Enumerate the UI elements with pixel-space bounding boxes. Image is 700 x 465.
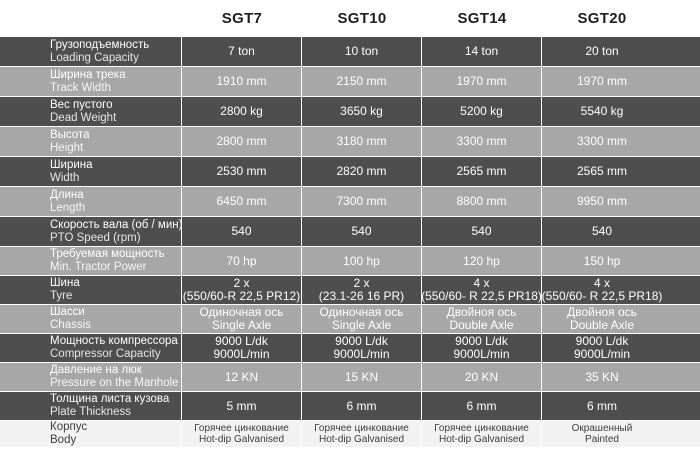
cell-value: Двойноя ось — [446, 305, 517, 319]
row-label-ru: Вес пустого — [50, 98, 113, 111]
cell-value: 3300 mm — [576, 134, 628, 148]
table-cell — [302, 247, 422, 275]
table-cell — [542, 187, 662, 216]
table-row — [0, 37, 700, 67]
cell-value: (550/60- R 22,5 PR18) — [541, 289, 663, 303]
cell-value: 1970 mm — [576, 74, 628, 88]
table-row — [0, 187, 700, 217]
table-body — [0, 37, 700, 448]
cell-value: 9000 L/dk — [335, 334, 388, 348]
cell-value: 6 mm — [587, 398, 617, 413]
table-cell — [182, 67, 302, 96]
table-cell — [302, 97, 422, 126]
row-label-ru: Ширина трека — [50, 68, 126, 81]
row-label — [0, 276, 182, 304]
table-cell — [422, 247, 542, 275]
cell-value: Одиночная ось — [199, 305, 284, 319]
cell-value: 9950 mm — [576, 194, 628, 208]
cell-value: 6 mm — [466, 398, 497, 413]
table-row — [0, 421, 700, 448]
row-label-en: PTO Speed (rpm) — [50, 231, 141, 244]
cell-value: 9000 L/dk — [215, 334, 268, 348]
row-label — [0, 392, 182, 420]
table-cell — [302, 276, 422, 304]
cell-value: 6450 mm — [216, 194, 267, 208]
cell-value: 540 — [471, 224, 492, 238]
model-header-sgt14: SGT14 — [457, 10, 507, 27]
model-header-sgt7: SGT7 — [221, 10, 263, 27]
cell-value: 1910 mm — [216, 74, 267, 88]
table-row — [0, 305, 700, 334]
table-row — [0, 363, 700, 392]
table-cell — [422, 127, 542, 156]
row-label-en: Pressure on the Manhole — [50, 377, 179, 389]
row-label-en: Dead Weight — [50, 111, 117, 124]
cell-value: (23.1-26 16 PR) — [318, 289, 405, 303]
cell-value: Single Axle — [211, 318, 272, 332]
row-label — [0, 97, 182, 126]
cell-value: 3180 mm — [336, 134, 387, 148]
table-cell — [182, 157, 302, 186]
cell-value: (550/60-R 22,5 PR12) — [182, 289, 301, 303]
table-cell — [182, 37, 302, 66]
cell-value: 4 x — [593, 276, 610, 290]
cell-value: Double Axle — [449, 318, 514, 332]
cell-value: 6 mm — [346, 398, 377, 413]
table-cell — [182, 127, 302, 156]
table-cell — [182, 421, 302, 447]
cell-value: 9000 L/dk — [575, 334, 629, 348]
table-cell — [542, 334, 662, 362]
table-cell — [542, 305, 662, 333]
table-row — [0, 276, 700, 305]
table-cell — [182, 392, 302, 420]
cell-value: Single Axle — [331, 318, 392, 332]
table-cell — [302, 127, 422, 156]
table-cell — [302, 363, 422, 391]
cell-value: 5540 kg — [580, 104, 624, 118]
cell-value: Одиночная ось — [319, 305, 404, 319]
cell-value: 5200 kg — [460, 104, 503, 118]
table-cell — [302, 305, 422, 333]
cell-value: 2 x — [233, 276, 250, 290]
row-label-en: Body — [50, 434, 77, 446]
table-cell — [542, 67, 662, 96]
table-cell — [422, 305, 542, 333]
table-cell — [542, 392, 662, 420]
cell-value: 2800 mm — [216, 134, 267, 148]
table-cell — [302, 334, 422, 362]
row-label — [0, 363, 182, 391]
cell-value: 12 KN — [224, 369, 259, 384]
table-cell — [182, 97, 302, 126]
cell-value: Hot-dip Galvanised — [438, 434, 525, 445]
cell-value: 3650 kg — [340, 104, 383, 118]
row-label — [0, 187, 182, 216]
row-label-en: Plate Thickness — [50, 406, 131, 418]
cell-value: Painted — [585, 434, 619, 445]
table-cell — [542, 37, 662, 66]
row-label — [0, 157, 182, 186]
cell-value: Горячее цинкование — [314, 423, 409, 434]
table-row — [0, 127, 700, 157]
row-label — [0, 217, 182, 246]
cell-value: 2150 mm — [336, 74, 387, 88]
table-cell — [422, 363, 542, 391]
row-label — [0, 305, 182, 333]
row-label — [0, 247, 182, 275]
cell-value: 20 ton — [585, 44, 619, 58]
table-cell — [302, 217, 422, 246]
table-cell — [302, 37, 422, 66]
cell-value: 540 — [591, 224, 613, 238]
cell-value: Double Axle — [569, 318, 635, 332]
cell-value: 2820 mm — [336, 164, 387, 178]
table-cell — [422, 37, 542, 66]
table-cell — [302, 67, 422, 96]
cell-value: 120 hp — [463, 253, 500, 268]
table-cell — [542, 363, 662, 391]
table-cell — [182, 276, 302, 304]
row-label-en: Height — [50, 141, 84, 154]
row-label — [0, 67, 182, 96]
cell-value: 2565 mm — [576, 164, 628, 178]
row-label-en: Track Width — [50, 81, 111, 94]
row-label-ru: Ширина — [50, 158, 93, 171]
row-label-ru: Толщина листа кузова — [50, 393, 170, 405]
table-row — [0, 157, 700, 187]
table-cell — [422, 217, 542, 246]
cell-value: 540 — [231, 224, 252, 238]
row-label-ru: Грузоподъемность — [50, 38, 150, 51]
row-label-ru: Шина — [50, 277, 80, 289]
table-cell — [542, 127, 662, 156]
row-label-en: Tyre — [50, 290, 73, 302]
table-cell — [182, 247, 302, 275]
table-cell — [182, 334, 302, 362]
row-label-en: Chassis — [50, 319, 91, 331]
model-header-sgt10: SGT10 — [337, 10, 387, 27]
table-cell — [542, 97, 662, 126]
table-row — [0, 392, 700, 421]
row-label-ru: Шасси — [50, 306, 85, 318]
table-cell — [542, 217, 662, 246]
table-cell — [422, 276, 542, 304]
table-row — [0, 217, 700, 247]
cell-value: 2 x — [353, 276, 370, 290]
row-label — [0, 127, 182, 156]
table-row — [0, 67, 700, 97]
row-label-en: Length — [50, 201, 86, 214]
cell-value: Горячее цинкование — [434, 423, 529, 434]
table-cell — [422, 67, 542, 96]
cell-value: 15 KN — [344, 369, 379, 384]
table-cell — [542, 157, 662, 186]
cell-value: 7 ton — [228, 44, 255, 58]
table-cell — [542, 247, 662, 275]
cell-value: 14 ton — [464, 44, 499, 58]
table-row — [0, 247, 700, 276]
cell-value: 2530 mm — [216, 164, 267, 178]
cell-value: 3300 mm — [456, 134, 507, 148]
table-cell — [542, 421, 662, 447]
cell-value: 8800 mm — [456, 194, 507, 208]
cell-value: 5 mm — [226, 398, 257, 413]
table-cell — [422, 392, 542, 420]
table-cell — [182, 363, 302, 391]
cell-value: Окрашенный — [571, 423, 633, 434]
cell-value: Hot-dip Galvanised — [198, 434, 285, 445]
cell-value: 9000L/min — [333, 347, 390, 361]
cell-value: 100 hp — [343, 253, 380, 268]
cell-value: Горячее цинкование — [194, 423, 289, 434]
table-row — [0, 334, 700, 363]
table-cell — [542, 276, 662, 304]
table-cell — [302, 157, 422, 186]
row-label — [0, 37, 182, 66]
row-label-ru: Корпус — [50, 421, 88, 433]
table-cell — [182, 305, 302, 333]
cell-value: 2565 mm — [456, 164, 507, 178]
table-cell — [422, 421, 542, 447]
row-label-ru: Высота — [50, 128, 90, 141]
row-label — [0, 334, 182, 362]
cell-value: 20 KN — [464, 369, 499, 384]
row-label-ru: Скорость вала (об / мин) — [50, 218, 183, 231]
row-label — [0, 421, 182, 447]
cell-value: Hot-dip Galvanised — [318, 434, 405, 445]
row-label-ru: Требуемая мощность — [50, 248, 165, 260]
cell-value: 7300 mm — [336, 194, 387, 208]
row-label-en: Loading Capacity — [50, 51, 139, 64]
row-label-ru: Длина — [50, 188, 84, 201]
cell-value: 10 ton — [344, 44, 379, 58]
table-cell — [422, 157, 542, 186]
cell-value: 1970 mm — [456, 74, 507, 88]
header-spacer — [0, 0, 182, 37]
cell-value: 9000L/min — [213, 347, 270, 361]
table-cell — [422, 97, 542, 126]
table-cell — [302, 421, 422, 447]
cell-value: 9000L/min — [453, 347, 510, 361]
cell-value: 70 hp — [226, 253, 257, 268]
cell-value: 150 hp — [583, 253, 621, 268]
table-cell — [302, 187, 422, 216]
cell-value: 9000 L/dk — [455, 334, 508, 348]
table-row — [0, 97, 700, 127]
row-label-ru: Давление на люк — [50, 364, 142, 376]
cell-value: 9000L/min — [573, 347, 631, 361]
cell-value: 35 KN — [585, 369, 619, 384]
cell-value: (550/60- R 22,5 PR18) — [421, 289, 542, 303]
table-cell — [422, 334, 542, 362]
row-label-en: Width — [50, 171, 80, 184]
cell-value: Двойноя ось — [567, 305, 637, 319]
table-header — [0, 0, 700, 37]
table-cell — [302, 392, 422, 420]
cell-value: 2800 kg — [220, 104, 263, 118]
table-cell — [422, 187, 542, 216]
table-cell — [182, 187, 302, 216]
row-label-en: Compressor Capacity — [50, 348, 161, 360]
cell-value: 4 x — [473, 276, 490, 290]
row-label-en: Min. Tractor Power — [50, 261, 147, 273]
table-cell — [182, 217, 302, 246]
model-header-sgt20: SGT20 — [577, 10, 627, 27]
row-label-ru: Мощность компрессора — [50, 335, 178, 347]
cell-value: 540 — [351, 224, 372, 238]
